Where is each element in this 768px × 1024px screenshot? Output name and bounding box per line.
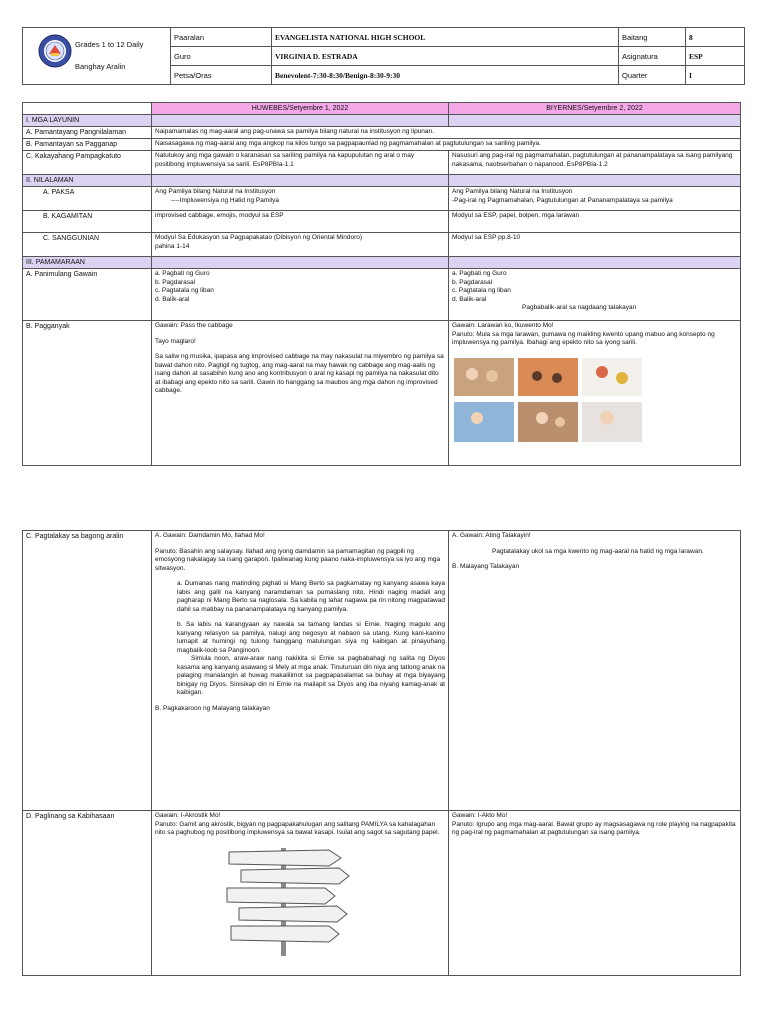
sanggunian-day1-pages: pahina 1-14 xyxy=(155,242,190,250)
program-label: Grades 1 to 12 Daily xyxy=(75,40,144,49)
pagtalakay-day1-title: A. Gawain: Damdamin Mo, Ilahad Mo! xyxy=(155,532,265,539)
kakayahang-label: C. Kakayahang Pampagkatuto xyxy=(23,151,152,175)
list-item: d. Balik-aral xyxy=(155,295,190,303)
pagtalakay-day2 xyxy=(449,531,741,811)
paglinang-day1-title: Gawain: I-Akrostik Mo! xyxy=(155,812,221,819)
quarter-value: I xyxy=(686,66,745,85)
quarter-label: Quarter xyxy=(619,66,686,85)
list-item: a. Pagbati ng Guro xyxy=(452,270,507,277)
family-photos-image xyxy=(452,356,652,446)
list-item: a. Pagbati ng Guro xyxy=(155,270,210,277)
section-layunin: I. MGA LAYUNIN xyxy=(23,115,152,127)
pagtalakay-day1-story-b2: Simula noon, araw-araw nang nakikita si Ernie sa pagbabahagi ng salita ng Diyos kasama ang kanyang asawang si Mely at mga anak. Tinuturuan din niya ang tatlong anak na palaging manalangin at huwag makalilimot sa pagpapasalamat sa buhay at mga biyayang binigay ng Diyos. Sinisikap din ni Ernie na mailapit sa Diyos ang iba niyang kamag-anak at kaibigan. xyxy=(177,655,445,696)
paglinang-day2 xyxy=(449,811,741,976)
asignatura-value: ESP xyxy=(686,47,745,66)
paglinang-label: D. Paglinang sa Kabihasaan xyxy=(23,811,152,976)
kakayahang-day1: Natutukoy ang mga gawain o karanasan sa sariling pamilya na kapupulutan ng aral o may positibong impluwensiya sa sarili. EsP8PBIa-1.1 xyxy=(152,151,449,175)
petsa-value: Benevolent-7:30-8:30/Benign-8:30-9:30 xyxy=(272,66,619,85)
pagganyak-day2-instructions: Panuto: Mula sa mga larawan, gumawa ng maikling kwento upang mabuo ang konsepto ng impluwensya ng pamilya. Ibahagi ang epekto nito sa iyong sarili. xyxy=(452,330,715,346)
list-item: b. Pagdarasal xyxy=(452,278,493,286)
baitang-value: 8 xyxy=(686,28,745,47)
paksa-label: A. PAKSA xyxy=(23,187,152,211)
paksa-day2 xyxy=(449,187,741,211)
pagganyak-day1-instructions: Sa saliw ng musika, ipapasa ang improvised cabbage na may nakasulat na miyembro ng pamilya sa bawat dahon nito. Pagtigil ng tugtog, ang mag-aaral na may hawak ng cabbage ang mag-aalis ng isang dahon at sasabihin kung ano ang kontribusyon o aral ng kasapi ng pamilya na nakasulat dito at ibabagi ang epekto nito sa sarili. Gawin ito hanggang sa maubos ang mga dahon ng improvised cabbage. xyxy=(155,353,444,394)
signpost-icon xyxy=(221,844,351,959)
header-logo-cell xyxy=(23,28,171,85)
list-item: c. Pagtatala ng liban xyxy=(155,287,214,294)
list-item: c. Pagtatala ng liban xyxy=(452,287,511,294)
pamantayan-sa-pagganap-label: B. Pamantayan sa Pagganap xyxy=(23,139,152,151)
kakayahang-day2: Nasusuri ang pag-iral ng pagmamahalan, pagtutulungan at pananampalataya sa isang pamilyang nakasama, naobserbahan o napanood. EsP8PBIa-1.2 xyxy=(449,151,741,175)
sanggunian-day1-title: Modyul Sa Edukasyon sa Pagpapakatao (Dibisyon ng Oriental Mindoro) xyxy=(155,234,363,241)
doc-type-label: Banghay Aralin xyxy=(75,62,126,71)
panimulang-day2 xyxy=(449,269,741,321)
pagtalakay-day2-title: A. Gawain: Ating Talakayin! xyxy=(452,532,531,539)
day1-header: HUWEBES/Setyembre 1, 2022 xyxy=(152,103,449,115)
paaralan-value: EVANGELISTA NATIONAL HIGH SCHOOL xyxy=(272,28,619,47)
guro-label: Guro xyxy=(171,47,272,66)
petsa-label: Petsa/Oras xyxy=(171,66,272,85)
paglinang-day1 xyxy=(152,811,449,976)
panimulang-day1 xyxy=(152,269,449,321)
pagganyak-day2-title: Gawain: Larawan ko, Ikuwento Mo! xyxy=(452,322,554,329)
balik-aral-note: Pagbabalik-aral sa nagdaang talakayan xyxy=(522,304,637,311)
pagganyak-day1-title: Gawain: Pass the cabbage xyxy=(155,322,233,329)
list-item: d. Balik-aral xyxy=(452,295,487,303)
pagtalakay-day1-discussion: B. Pagkakaroon ng Malayang talakayan xyxy=(155,704,270,712)
paksa-day1-subtitle: ----Impluwensiya ng Hatid ng Pamilya xyxy=(171,196,280,204)
section-nilalaman: II. NILALAMAN xyxy=(23,175,152,187)
pagtalakay-day1-story-a: a. Dumanas nang matinding pighati si Mang Berto sa pagkamatay ng kanyang asawa kaya labis ang galit na kanyang naramdaman sa pumaslang nito. Hindi naging madali ang pagharap ni Mang Berto sa naglosala. Sa kabila ng lahat nagawa pa rin nitong magpatawad dahil sa matibay na pananampalataya ng kanyang pamilya. xyxy=(177,580,445,613)
pagtalakay-day2-text: Pagtatalakay ukol sa mga kwento ng mag-aaral na hatid ng mga larawan. xyxy=(492,547,704,555)
pagtalakay-day1-panuto: Panuto: Basahin ang salaysay. Ilahad ang iyong damdamin sa pamamagitan ng pagpili ng emosyong nakalagay sa isang garapon. Ipaliwanag kung paano naka-impluwensya sa iyo ang mga sitwasyon. xyxy=(155,547,441,572)
kagamitan-label: B. KAGAMITAN xyxy=(23,211,152,233)
sanggunian-day2: Modyul sa ESP pp.8-10 xyxy=(449,233,741,257)
sanggunian-day1 xyxy=(152,233,449,257)
pagtalakay-label: C. Pagtalakay sa bagong aralin xyxy=(23,531,152,811)
pamantayan-sa-pagganap-text: Naisasagawa ng mag-aaral ang mga angkop na kilos tungo sa pagpapaunlad ng pagmamahalan at pagtutulungan sa sariling pamilya. xyxy=(152,139,741,151)
paglinang-day1-instructions: Panuto: Gamit ang akrostik, bigyan ng pagpapakahulugan ang salitang PAMILYA sa kahalagahan nito sa paghubog ng positibong impluwensya sa bawat kasapi. Isulat ang sagot sa sagutang papel. xyxy=(155,820,440,836)
paksa-day2-title: Ang Pamilya bilang Natural na Institusyon xyxy=(452,188,573,195)
section-pamamaraan: III. PAMAMARAAN xyxy=(23,257,152,269)
paksa-day1-title: Ang Pamilya bilang Natural na Institusyon xyxy=(155,188,276,195)
asignatura-label: Asignatura xyxy=(619,47,686,66)
pagtalakay-day1-story-b: b. Sa labis na karangyaan ay nawala sa tamang landas si Ernie. Naging magulo ang kanyang relasyon sa pamilya, nalugi ang negosyo at nabaon sa utang. Kung kani-kanino lumapit at humingi ng tulong hanggang matulungan siya ng kaibigan at pinayuhang magbalik-loob sa Panginoon. xyxy=(177,621,445,654)
day2-header: BIYERNES/Setyembre 2, 2022 xyxy=(449,103,741,115)
lesson-table-part1 xyxy=(22,102,741,466)
pagganyak-day1-intro: Tayo maglaro! xyxy=(155,337,196,345)
baitang-label: Baitang xyxy=(619,28,686,47)
paksa-day1 xyxy=(152,187,449,211)
pagganyak-label: B. Pagganyak xyxy=(23,321,152,466)
paglinang-day2-title: Gawain: I-Akto Mo! xyxy=(452,812,508,819)
panimulang-label: A. Panimulang Gawain xyxy=(23,269,152,321)
pagtalakay-day2-discussion: B. Malayang Talakayan xyxy=(452,563,520,570)
pagganyak-day1 xyxy=(152,321,449,466)
pamantayang-pangnilalaman-label: A. Pamantayang Pangnilalaman xyxy=(23,127,152,139)
kagamitan-day2: Modyul sa ESP, papel, bolpen, mga larawan xyxy=(449,211,741,233)
paaralan-label: Paaralan xyxy=(171,28,272,47)
paksa-day2-subtitle: -Pag-iral ng Pagmamahalan, Pagtutulungan at Pananampalataya sa pamilya xyxy=(452,196,673,204)
kagamitan-day1: improvised cabbage, emojis, modyul sa ESP xyxy=(152,211,449,233)
pagganyak-day2 xyxy=(449,321,741,466)
paglinang-day2-instructions: Panuto: Igrupo ang mga mag-aaral. Bawat grupo ay magsasagawa ng role playing na nagpapakita ng pag-iral ng pagmamahalan at pagtutulungan sa isang pamilya. xyxy=(452,820,736,836)
list-item: b. Pagdarasal xyxy=(155,278,196,286)
lesson-table-part2 xyxy=(22,530,741,976)
sanggunian-label: C. SANGGUNIAN xyxy=(23,233,152,257)
pamantayang-pangnilalaman-text: Naipamamalas ng mag-aaral ang pag-unawa sa pamilya bilang natural na institusyon ng lipunan. xyxy=(152,127,741,139)
header-table xyxy=(22,27,745,85)
guro-value: VIRGINIA D. ESTRADA xyxy=(272,47,619,66)
pagtalakay-day1 xyxy=(152,531,449,811)
